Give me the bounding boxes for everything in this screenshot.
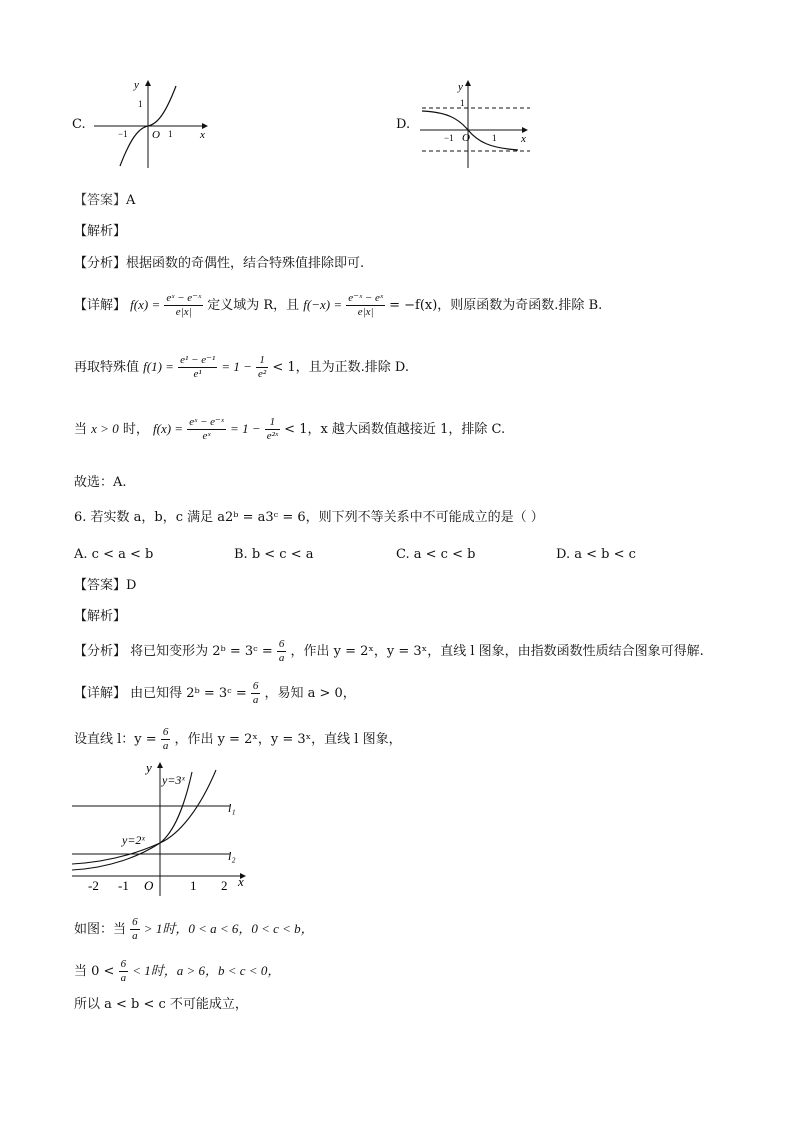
conclusion-text: = −f(x)，则原函数为奇函数.排除 B. — [389, 298, 603, 313]
detail-pre: 由已知得 2ᵇ = 3ᶜ = — [130, 686, 247, 701]
figure-c-y-label: y — [134, 79, 139, 91]
q5-detail-line1 — [74, 292, 602, 319]
domain-text: 定义域为 R，且 — [207, 298, 300, 313]
q6-conclusion: 所以 a < b < c 不可能成立， — [74, 997, 248, 1012]
fraction-denominator: e¹ — [193, 368, 202, 380]
answer-label: 【答案】 — [74, 193, 127, 208]
tick-neg1: -1 — [118, 878, 129, 893]
fraction — [265, 416, 280, 443]
figure-c-x-label: x — [200, 129, 205, 141]
fx-expr: f(x) = — [130, 297, 161, 312]
fraction-numerator: 6 — [132, 916, 138, 928]
q6-option-a: A. c < a < b — [74, 547, 154, 562]
option-c-label: C. — [72, 117, 86, 132]
detail-label: 【详解】 — [74, 298, 127, 313]
fraction-numerator: 6 — [120, 958, 127, 970]
case1-post: > 1时，0 < a < 6，0 < c < b， — [143, 921, 314, 936]
fraction-denominator: e² — [258, 368, 267, 380]
fraction-numerator: 6 — [278, 638, 285, 650]
fraction-denominator: eˣ — [202, 430, 211, 442]
answer-value: A — [126, 193, 136, 208]
answer-value: D — [126, 578, 137, 593]
figure-d-tick-y1: 1 — [460, 98, 465, 108]
curve-3x-label: y=3ˣ — [162, 773, 185, 787]
when-text: 时， — [122, 422, 149, 437]
fx-expr: f(x) = — [153, 421, 184, 436]
fraction — [346, 292, 385, 319]
fraction-denominator: a — [252, 694, 259, 706]
tick-neg2: -2 — [88, 878, 99, 893]
fenxi-label: 【分析】 — [74, 256, 127, 271]
figure-d-tick-neg1: −1 — [444, 133, 454, 143]
fraction — [251, 680, 261, 707]
fraction — [187, 416, 226, 443]
figure-c-tick-y1: 1 — [138, 99, 143, 109]
figure-d-x-label: x — [521, 133, 526, 145]
prefix-text: 再取特殊值 — [74, 360, 140, 375]
fraction — [277, 638, 287, 665]
figure-c-tick-neg1: −1 — [118, 129, 128, 139]
q6-option-c: C. a < c < b — [396, 547, 476, 562]
fraction-denominator: e|x| — [175, 306, 192, 318]
fraction — [119, 958, 129, 985]
fraction-numerator: 6 — [162, 726, 169, 738]
fraction — [161, 726, 171, 753]
fraction-denominator: a — [162, 740, 169, 752]
conclusion-text: < 1，且为正数.排除 D. — [272, 360, 409, 375]
figure-c-graph — [90, 78, 210, 170]
prefix-text: 当 — [74, 422, 88, 437]
fraction-denominator: a — [132, 930, 138, 942]
fraction-denominator: a — [278, 652, 285, 664]
fraction — [178, 354, 217, 381]
q5-choose: 故选：A. — [74, 475, 127, 490]
fenxi-pre: 将已知变形为 2ᵇ = 3ᶜ = — [130, 644, 273, 659]
fraction-denominator: e²ˣ — [266, 430, 279, 442]
q6-exponential-graph — [70, 758, 250, 898]
q6-detail — [74, 680, 356, 707]
q6-case1 — [74, 916, 314, 943]
line-l2-label: l₂ — [228, 849, 236, 863]
tick-1: 1 — [190, 878, 197, 893]
condition-expr: x > 0 — [91, 421, 119, 436]
fraction — [130, 916, 140, 943]
graph-origin: O — [144, 878, 154, 893]
q5-fenxi — [74, 255, 364, 273]
q5-detail-line2 — [74, 354, 409, 381]
answer-label: 【答案】 — [74, 578, 127, 593]
q6-option-b: B. b < c < a — [234, 547, 314, 562]
mid-expr: = 1 − — [230, 421, 261, 436]
figure-d-y-label: y — [458, 81, 463, 93]
line-post: ，作出 y = 2ˣ，y = 3ˣ，直线 l 图象， — [174, 732, 402, 747]
fraction-denominator: a — [120, 972, 127, 984]
fenxi-post: ，作出 y = 2ˣ，y = 3ˣ，直线 l 图象，由指数函数性质结合图象可得解. — [290, 644, 704, 659]
fraction-numerator: eˣ − e⁻ˣ — [189, 416, 224, 428]
fraction — [164, 292, 203, 319]
fenxi-label: 【分析】 — [74, 644, 127, 659]
option-d-label: D. — [396, 117, 411, 132]
case2-post: < 1时，a > 6，b < c < 0， — [132, 963, 281, 978]
graph-x-label: x — [238, 874, 244, 889]
figure-c-tick-1: 1 — [168, 129, 173, 139]
f1-expr: f(1) = — [143, 359, 174, 374]
graph-y-label: y — [146, 760, 152, 775]
q5-analysis-label: 【解析】 — [74, 224, 127, 239]
q6-line-def — [74, 726, 402, 753]
conclusion-text: < 1，x 越大函数值越接近 1，排除 C. — [284, 422, 506, 437]
q6-case2 — [74, 958, 280, 985]
q6-fenxi — [74, 638, 704, 665]
fraction — [256, 354, 268, 381]
fenxi-text: 根据函数的奇偶性，结合特殊值排除即可. — [126, 256, 365, 271]
case1-pre: 如图：当 — [74, 922, 127, 937]
mid-expr: = 1 − — [221, 359, 252, 374]
q5-detail-line3 — [74, 416, 505, 443]
case2-pre: 当 0 < — [74, 964, 115, 979]
fraction-numerator: e¹ − e⁻¹ — [180, 354, 216, 366]
curve-2x-label: y=2ˣ — [122, 833, 145, 847]
fraction-numerator: e⁻ˣ − eˣ — [348, 292, 383, 304]
fraction-numerator: eˣ − e⁻ˣ — [166, 292, 202, 304]
q6-stem: 6. 若实数 a，b，c 满足 a2ᵇ = a3ᶜ = 6，则下列不等关系中不可能成立的是（ ） — [74, 510, 544, 525]
q6-option-d: D. a < b < c — [556, 547, 636, 562]
fraction-numerator: 1 — [256, 354, 268, 368]
fraction-denominator: e|x| — [357, 306, 374, 318]
figure-d-origin: O — [462, 132, 470, 144]
fraction-numerator: 6 — [252, 680, 259, 692]
q6-answer — [74, 577, 136, 595]
tick-2: 2 — [221, 878, 228, 893]
detail-post: ，易知 a > 0， — [264, 686, 356, 701]
line-l1-label: l₁ — [228, 801, 236, 815]
fraction-numerator: 1 — [265, 416, 280, 430]
detail-label: 【详解】 — [74, 686, 127, 701]
q5-answer — [74, 192, 135, 210]
figure-d-tick-1: 1 — [492, 133, 497, 143]
q6-analysis-label: 【解析】 — [74, 609, 127, 624]
line-pre: 设直线 l：y = — [74, 732, 157, 747]
f-neg-x-expr: f(−x) = — [303, 297, 343, 312]
figure-d-graph — [418, 78, 532, 170]
figure-c-origin: O — [152, 129, 160, 141]
